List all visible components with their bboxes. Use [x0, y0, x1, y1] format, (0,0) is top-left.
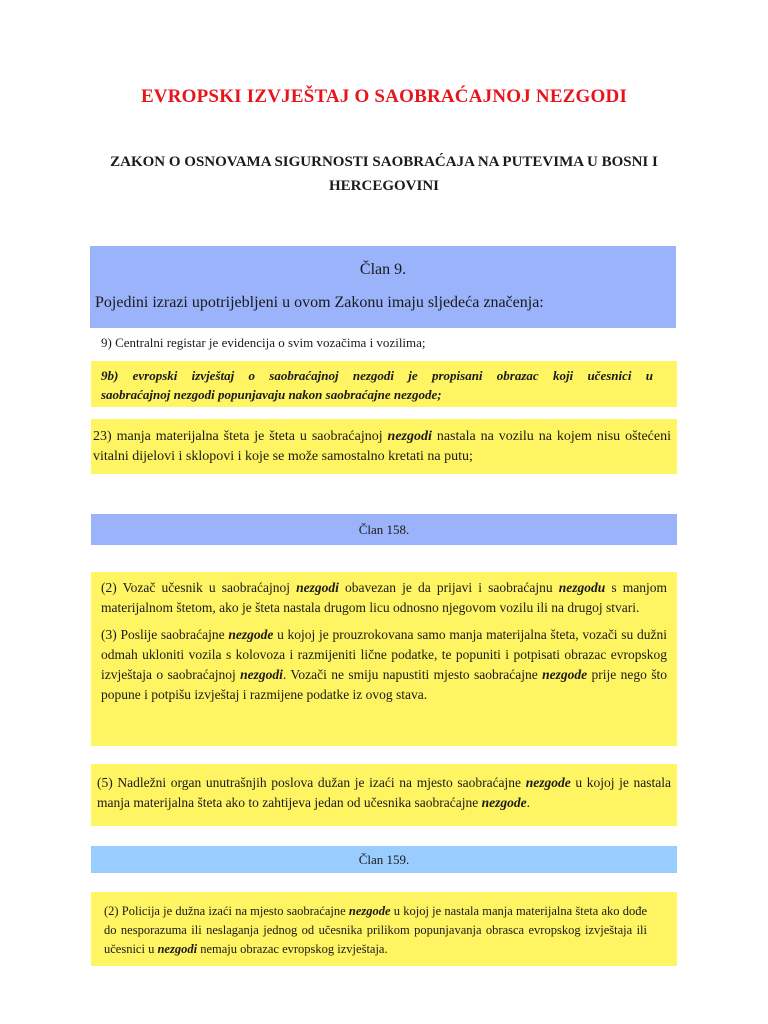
document-subtitle: [90, 150, 678, 198]
clan9-item-9b-line1: 9b) evropski izvještaj o saobraćajnoj nezgodi je propisani obrazac koji učesnici u: [101, 368, 653, 383]
p158-3-term-3: nezgode: [542, 667, 588, 682]
item23-text-a: 23) manja materijalna šteta je šteta u saobraćajnoj: [93, 429, 388, 444]
p158-3-term-2: nezgodi: [240, 667, 283, 682]
p159-2-text-b: u kojoj je nastala manja materijalna šteta ako dođe do nesporazuma ili neslaganja jednog od učesnika prilikom popunjavanja obrasca evropskog izvještaja ili učesnici u: [104, 904, 648, 956]
p158-2-term-1: nezgodi: [296, 580, 339, 595]
clan159-para-2: [104, 902, 647, 959]
clan9-item-9b-box: [91, 361, 677, 407]
p158-5-text-c: .: [526, 795, 530, 810]
document-title: EVROPSKI IZVJEŠTAJ O SAOBRAĆAJNOJ NEZGODI: [140, 86, 628, 107]
p158-5-term-2: nezgode: [481, 795, 527, 810]
subtitle-line-2: HERCEGOVINI: [328, 178, 440, 194]
clan159-header-box: [91, 846, 677, 873]
p159-2-text-a: (2) Policija je dužna izaći na mjesto saobraćajne: [104, 904, 349, 918]
clan159-heading: Član 159.: [358, 852, 410, 867]
p158-3-term-1: nezgode: [228, 627, 274, 642]
clan159-para-box: [91, 892, 677, 966]
p158-5-text-a: (5) Nadležni organ unutrašnjih poslova dužan je izaći na mjesto saobraćajne: [97, 775, 526, 790]
clan158-para-5: [97, 773, 671, 813]
clan158-para-box: [91, 572, 677, 746]
clan158-para-3: [101, 625, 667, 705]
clan158-header-box: [91, 514, 677, 545]
p158-2-text-a: (2) Vozač učesnik u saobraćajnoj: [101, 580, 297, 595]
clan9-item-23-text: [93, 427, 671, 467]
p158-5-text-b: u kojoj je nastala manja materijalna šteta ako to zahtijeva jedan od učesnika saobraćajne: [97, 775, 671, 810]
clan9-heading: Član 9.: [359, 261, 407, 278]
p158-5-term-1: nezgode: [525, 775, 571, 790]
item23-text-b: nastala na vozilu na kojem nisu oštećeni vitalni dijelovi i sklopovi i koje se može samostalno kretati na putu;: [93, 429, 671, 464]
p158-3-text-d: prije nego što popune i potpišu izvještaj i razmijene podatke iz ovog stava.: [101, 667, 667, 702]
p158-3-text-b: u kojoj je prouzrokovana samo manja materijalna šteta, vozači su dužni odmah ukloniti vozila s kolovoza i razmijeniti lične podatke, te popuniti i potpisati obrazac evropskog izvještaja o saobraćajnoj: [101, 627, 667, 682]
clan158-heading: Član 158.: [358, 522, 410, 537]
clan9-item-23-box: [91, 419, 677, 474]
p158-3-text-a: (3) Poslije saobraćajne: [101, 627, 229, 642]
p159-2-term-1: nezgode: [348, 904, 391, 918]
p158-2-text-c: s manjom materijalnom štetom, ako je šteta nastala drugom licu odnosno njegovom vozilu ili na drugoj stvari.: [101, 580, 667, 615]
clan9-item-9b-line2: saobraćajnoj nezgodi popunjavaju nakon saobraćajne nezgode;: [101, 387, 442, 402]
p158-2-text-b: obavezan je da prijavi i saobraćajnu: [338, 580, 559, 595]
p158-2-term-2: nezgodu: [558, 580, 606, 595]
p158-3-text-c: . Vozači ne smiju napustiti mjesto saobraćajne: [282, 667, 543, 682]
p159-2-text-c: nemaju obrazac evropskog izvještaja.: [197, 942, 388, 956]
subtitle-line-1: ZAKON O OSNOVAMA SIGURNOSTI SAOBRAĆAJA NA PUTEVIMA U BOSNI I: [110, 154, 658, 170]
item23-term-nezgodi: nezgodi: [387, 429, 432, 444]
clan158-para-2: [101, 578, 667, 618]
clan9-intro: Pojedini izrazi upotrijebljeni u ovom Zakonu imaju sljedeća značenja:: [95, 294, 544, 311]
clan9-header-box: [90, 246, 676, 328]
clan158-para5-box: [91, 764, 677, 826]
clan9-item-9: 9) Centralni registar je evidencija o svim vozačima i vozilima;: [101, 335, 426, 350]
p159-2-term-2: nezgodi: [157, 942, 198, 956]
